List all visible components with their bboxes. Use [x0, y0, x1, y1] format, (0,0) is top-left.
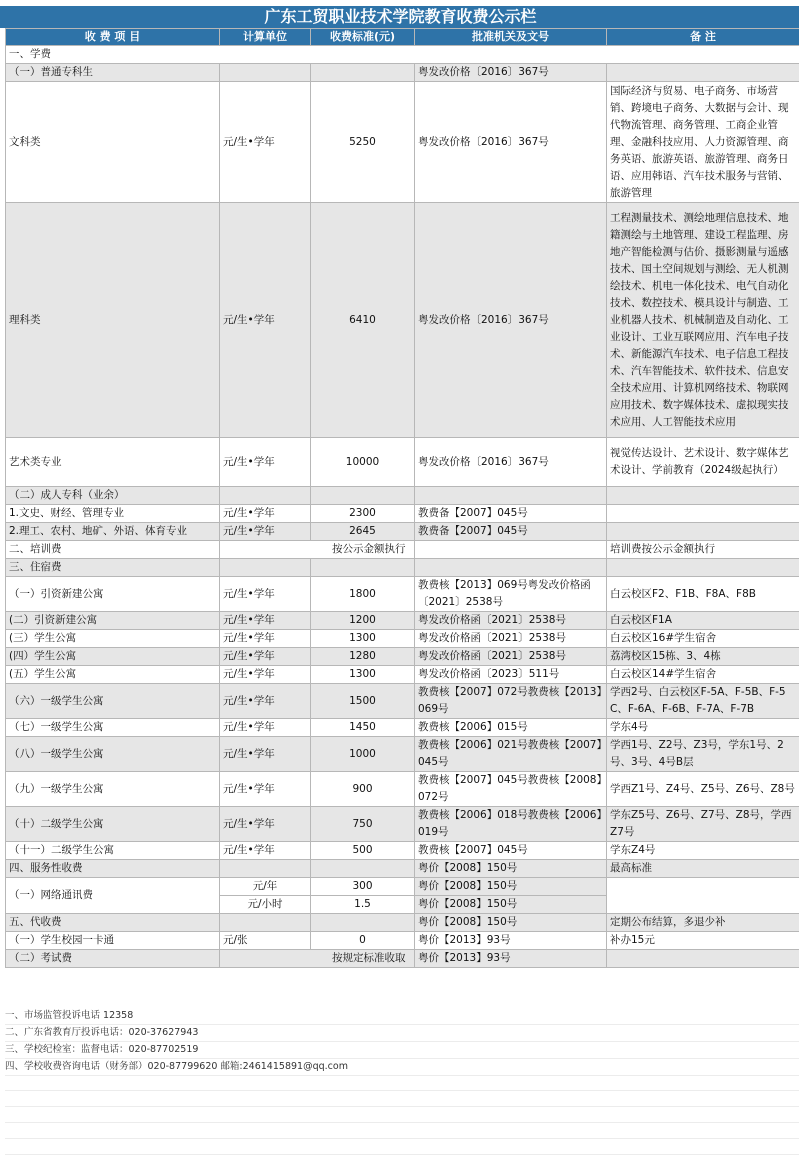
unit-cell: 元/生•学年 [220, 630, 311, 648]
approval-cell: 教费备【2007】045号 [415, 505, 607, 523]
unit-cell: 元/生•学年 [220, 719, 311, 737]
item-cell: (五）学生公寓 [6, 666, 220, 684]
note-cell: 学东4号 [607, 719, 799, 737]
table-row [6, 630, 799, 648]
approval-cell: 教费核【2006】021号教费核【2007】045号 [415, 737, 607, 772]
table-row [6, 612, 799, 630]
note-cell: 工程测量技术、测绘地理信息技术、地籍测绘与土地管理、建设工程监理、房地产智能检测与估价、摄影测量与遥感技术、国土空间规划与测绘、无人机测绘技术、机电一体化技术、电气自动化技术、数控技术、模具设计与制造、工业机器人技术、机械制造及自动化、工业设计、工业互联网应用、汽车电子技术、新能源汽车技术、电子信息工程技术、汽车智能技术、软件技术、信息安全技术应用、计算机网络技术、物联网应用技术、数字媒体技术、虚拟现实技术应用、人工智能技术应用 [607, 203, 799, 438]
approval-cell: 粤价【2008】150号 [415, 914, 607, 932]
note-cell: 视觉传达设计、艺术设计、数字媒体艺术设计、学前教育（2024级起执行） [607, 438, 799, 487]
fee-cell: 1000 [311, 737, 415, 772]
table-row [6, 950, 799, 968]
item-cell: (四）学生公寓 [6, 648, 220, 666]
fee-cell: 1.5 [311, 896, 415, 914]
fee-cell: 1300 [311, 666, 415, 684]
approval-cell: 教费核【2007】045号 [415, 842, 607, 860]
item-cell: （九）一级学生公寓 [6, 772, 220, 807]
unit-cell: 元/生•学年 [220, 807, 311, 842]
item-cell: 2.理工、农村、地矿、外语、体育专业 [6, 523, 220, 541]
fee-cell: 300 [311, 878, 415, 896]
approval-cell: 教费核【2006】018号教费核【2006】019号 [415, 807, 607, 842]
approval-cell: 粤发改价格函〔2021〕2538号 [415, 648, 607, 666]
approval-cell: 教费核【2007】045号教费核【2008】072号 [415, 772, 607, 807]
approval-cell: 粤发改价格〔2016〕367号 [415, 203, 607, 438]
contact-footer [5, 1008, 799, 1076]
unit-cell: 元/生•学年 [220, 684, 311, 719]
unit-cell: 元/生•学年 [220, 772, 311, 807]
approval-cell: 粤价【2008】150号 [415, 860, 607, 878]
unit-cell: 元/生•学年 [220, 612, 311, 630]
table-row [6, 82, 799, 203]
table-row [6, 860, 799, 878]
item-cell: （七）一级学生公寓 [6, 719, 220, 737]
section-label: 一、学费 [6, 46, 799, 64]
item-cell: 二、培训费 [6, 541, 220, 559]
unit-cell: 元/生•学年 [220, 82, 311, 203]
approval-cell: 粤价【2008】150号 [415, 878, 607, 896]
item-cell: 五、代收费 [6, 914, 220, 932]
note-cell: 白云校区F1A [607, 612, 799, 630]
table-row [6, 46, 799, 64]
note-cell: 定期公布结算，多退少补 [607, 914, 799, 932]
table-row [6, 807, 799, 842]
header-fee: 收费标准(元) [311, 29, 415, 46]
item-cell: 三、住宿费 [6, 559, 220, 577]
approval-cell: 教费核【2007】072号教费核【2013】069号 [415, 684, 607, 719]
item-cell: （一）网络通讯费 [6, 878, 220, 914]
note-cell: 国际经济与贸易、电子商务、市场营销、跨境电子商务、大数据与会计、现代物流管理、商务管理、工商企业管理、金融科技应用、人力资源管理、商务英语、旅游英语、旅游管理、商务日语、应用韩语、汽车技术服务与营销、旅游管理 [607, 82, 799, 203]
unit-cell: 元/生•学年 [220, 577, 311, 612]
item-cell: （一）引资新建公寓 [6, 577, 220, 612]
fee-cell: 6410 [311, 203, 415, 438]
fee-cell: 10000 [311, 438, 415, 487]
footer-line: 三、学校纪检室：监督电话：020-87702519 [5, 1042, 799, 1059]
unit-cell: 元/生•学年 [220, 666, 311, 684]
fee-cell: 1500 [311, 684, 415, 719]
note-cell: 学东Z5号、Z6号、Z7号、Z8号，学西Z7号 [607, 807, 799, 842]
table-row [6, 684, 799, 719]
fee-cell: 按公示金额执行 [220, 541, 415, 559]
unit-cell: 元/生•学年 [220, 648, 311, 666]
item-cell: （一）学生校园一卡通 [6, 932, 220, 950]
fee-cell: 按规定标准收取 [220, 950, 415, 968]
unit-cell: 元/生•学年 [220, 737, 311, 772]
fee-cell: 1280 [311, 648, 415, 666]
unit-cell: 元/小时 [220, 896, 311, 914]
item-cell: 艺术类专业 [6, 438, 220, 487]
fee-cell: 0 [311, 932, 415, 950]
table-row [6, 932, 799, 950]
item-cell: （二）成人专科（业余） [6, 487, 220, 505]
unit-cell: 元/生•学年 [220, 523, 311, 541]
table-row [6, 64, 799, 82]
fee-cell: 2300 [311, 505, 415, 523]
fee-table [5, 28, 799, 968]
table-row [6, 878, 799, 896]
fee-cell: 1450 [311, 719, 415, 737]
note-cell: 培训费按公示金额执行 [607, 541, 799, 559]
fee-cell: 2645 [311, 523, 415, 541]
fee-cell: 900 [311, 772, 415, 807]
approval-cell: 粤发改价格函〔2023〕511号 [415, 666, 607, 684]
item-cell: 文科类 [6, 82, 220, 203]
fee-cell: 750 [311, 807, 415, 842]
header-item: 收 费 项 目 [6, 29, 220, 46]
approval-cell: 粤价【2008】150号 [415, 896, 607, 914]
footer-line: 二、广东省教育厅投诉电话：020-37627943 [5, 1025, 799, 1042]
item-cell: （十）二级学生公寓 [6, 807, 220, 842]
table-row [6, 577, 799, 612]
note-cell: 荔湾校区15栋、3、4栋 [607, 648, 799, 666]
item-cell: （十一）二级学生公寓 [6, 842, 220, 860]
table-header-row [6, 29, 799, 46]
item-cell: 四、服务性收费 [6, 860, 220, 878]
fee-cell: 500 [311, 842, 415, 860]
item-cell: (二）引资新建公寓 [6, 612, 220, 630]
approval-cell: 教费核【2006】015号 [415, 719, 607, 737]
item-cell: 理科类 [6, 203, 220, 438]
unit-cell: 元/年 [220, 878, 311, 896]
note-cell: 学东Z4号 [607, 842, 799, 860]
table-row [6, 772, 799, 807]
note-cell: 学西2号、白云校区F-5A、F-5B、F-5C、F-6A、F-6B、F-7A、F-7B [607, 684, 799, 719]
table-row [6, 914, 799, 932]
unit-cell: 元/生•学年 [220, 505, 311, 523]
item-cell: （六）一级学生公寓 [6, 684, 220, 719]
approval-cell: 粤发改价格〔2016〕367号 [415, 64, 607, 82]
fee-cell: 5250 [311, 82, 415, 203]
table-row [6, 559, 799, 577]
approval-cell: 教费备【2007】045号 [415, 523, 607, 541]
table-row [6, 438, 799, 487]
table-row [6, 666, 799, 684]
table-row [6, 487, 799, 505]
note-cell: 学西1号、Z2号、Z3号，学东1号、2号、3号、4号B层 [607, 737, 799, 772]
fee-cell: 1800 [311, 577, 415, 612]
table-row [6, 541, 799, 559]
approval-cell: 教费核【2013】069号粤发改价格函〔2021〕2538号 [415, 577, 607, 612]
unit-cell: 元/张 [220, 932, 311, 950]
note-cell: 白云校区14#学生宿舍 [607, 666, 799, 684]
header-approval: 批准机关及文号 [415, 29, 607, 46]
item-cell: 1.文史、财经、管理专业 [6, 505, 220, 523]
approval-cell: 粤发改价格函〔2021〕2538号 [415, 612, 607, 630]
item-cell: (三）学生公寓 [6, 630, 220, 648]
unit-cell: 元/生•学年 [220, 203, 311, 438]
empty-sheet-gridlines [5, 1090, 799, 1162]
unit-cell: 元/生•学年 [220, 842, 311, 860]
item-cell: （二）考试费 [6, 950, 220, 968]
note-cell: 最高标准 [607, 860, 799, 878]
note-cell: 白云校区16#学生宿舍 [607, 630, 799, 648]
table-row [6, 523, 799, 541]
table-row [6, 648, 799, 666]
footer-line: 一、市场监管投诉电话 12358 [5, 1008, 799, 1025]
footer-line: 四、学校收费咨询电话（财务部）020-87799620 邮箱:2461415891@qq.com [5, 1059, 799, 1076]
unit-cell: 元/生•学年 [220, 438, 311, 487]
note-cell: 白云校区F2、F1B、F8A、F8B [607, 577, 799, 612]
note-cell: 学西Z1号、Z4号、Z5号、Z6号、Z8号 [607, 772, 799, 807]
table-row [6, 842, 799, 860]
approval-cell: 粤发改价格〔2016〕367号 [415, 438, 607, 487]
item-cell: （一）普通专科生 [6, 64, 220, 82]
table-row [6, 719, 799, 737]
approval-cell: 粤发改价格函〔2021〕2538号 [415, 630, 607, 648]
approval-cell: 粤价【2013】93号 [415, 950, 607, 968]
table-row [6, 203, 799, 438]
approval-cell: 粤价【2013】93号 [415, 932, 607, 950]
table-row [6, 505, 799, 523]
header-note: 备 注 [607, 29, 799, 46]
item-cell: （八）一级学生公寓 [6, 737, 220, 772]
sheet-title: 广东工贸职业技术学院教育收费公示栏 [0, 6, 799, 28]
note-cell: 补办15元 [607, 932, 799, 950]
table-row [6, 737, 799, 772]
header-unit: 计算单位 [220, 29, 311, 46]
fee-cell: 1300 [311, 630, 415, 648]
fee-cell: 1200 [311, 612, 415, 630]
approval-cell: 粤发改价格〔2016〕367号 [415, 82, 607, 203]
